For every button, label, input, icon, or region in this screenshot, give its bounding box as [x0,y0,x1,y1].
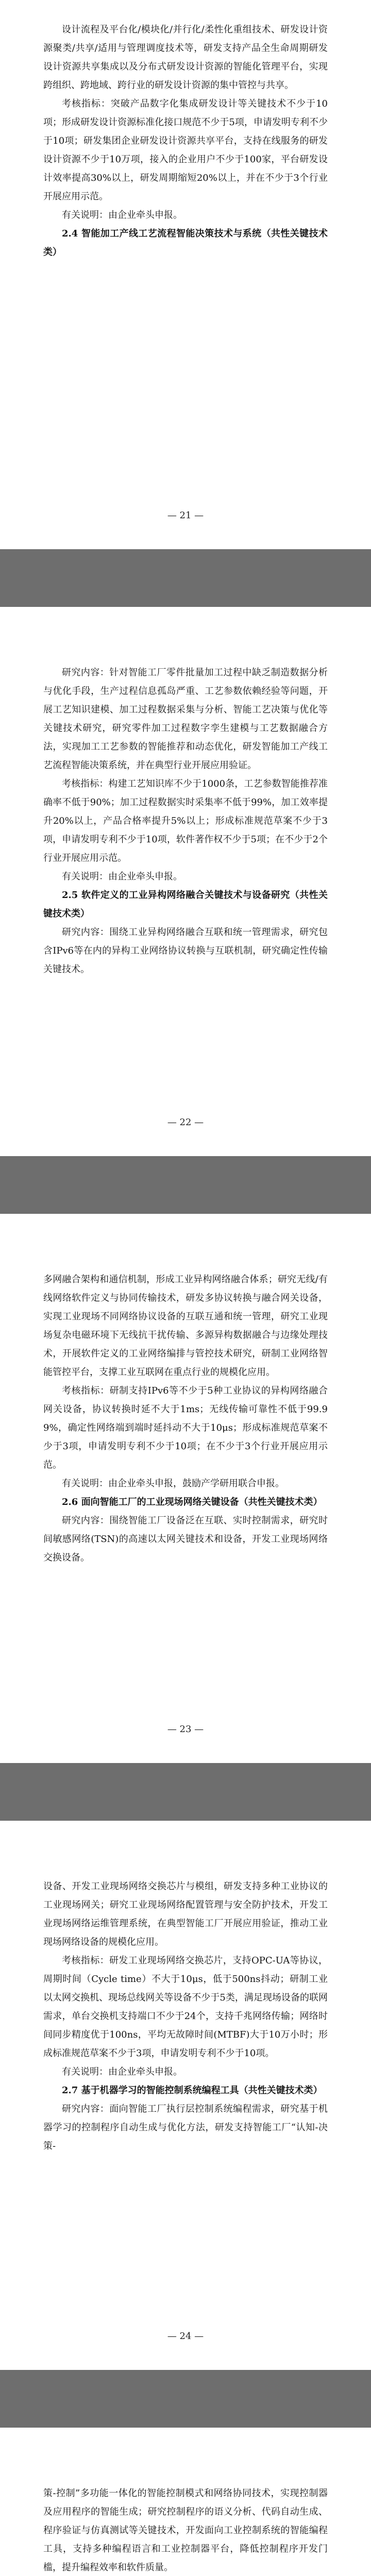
paragraph: 研究内容：面向智能工厂执行层控制系统编程需求，研究基于机器学习的控制程序自动生成与优化方法，研发支持智能工厂“认知-决策- [43,2104,328,2151]
document-page [0,607,371,1156]
paragraph: 有关说明：由企业牵头申报。 [62,2066,182,2077]
document-page [0,0,371,549]
paragraph: 策-控制”多功能一体化的智能控制模式和网络协同技术，实现控制器及应用程序的智能生成；研究控制程序的语义分析、代码自动生成、程序验证与仿真测试等关键技术，开发面向工业控制系统的智能编程工具，支持多种编程语言和工业控制器平台，降低控制程序开发门槛，提升编程效率和软件质量。 [43,2488,328,2573]
page-number: — 24 — [167,2331,204,2342]
paragraph: 考核指标：研制支持IPv6等不少于5种工业协议的异构网络融合网关设备，协议转换时延不大于1ms；无线传输可靠性不低于99.99%，确定性网络端到端时延抖动不大于10μs；形成标准规范草案不少于3项，申请发明专利不少于10项；在不少于3个行业开展应用示范。 [43,1385,328,1470]
paragraph: 研究内容：围绕智能工厂设备泛在互联、实时控制需求，研究时间敏感网络(TSN)的高速以太网关键技术和设备，开发工业现场网络交换设备。 [43,1515,328,1563]
page-number: — 21 — [167,510,204,521]
document-page [0,1821,371,2370]
paragraph: 有关说明：由企业牵头申报。 [62,210,182,221]
document-page [0,1214,371,1763]
page-number: — 22 — [167,1117,204,1128]
paragraph: 有关说明：由企业牵头申报，鼓励产学研用联合申报。 [62,1478,284,1489]
paragraph: 有关说明：由企业牵头申报。 [62,871,182,882]
paragraph: 设备、开发工业现场网络交换芯片与模组，研发支持多种工业协议的工业现场网关；研究工业现场网络配置管理与安全防护技术，开发工业现场网络运维管理系统，在典型智能工厂开展应用验证，推动工业现场网络设备的规模化应用。 [43,1881,328,1947]
paragraph: 考核指标：构建工艺知识库不少于1000条，工艺参数智能推荐准确率不低于90%；加工过程数据实时采集率不低于99%，加工效率提升20%以上，产品合格率提升5%以上；形成标准规范草案不少于3项，申请发明专利不少于10项，软件著作权不少于5项；在不少于2个行业开展应用示范。 [43,778,328,863]
section-heading: 2.7 基于机器学习的智能控制系统编程工具（共性关键技术类） [62,2085,323,2096]
paragraph: 考核指标：研发工业现场网络交换芯片，支持OPC-UA等协议，周期时间（Cycle time）不大于10μs，低于500ns抖动；研制工业以太网交换机、现场总线网关等设备不少于5类，满足现场设备的联网需求，单台交换机支持端口不少于24个，支持千兆网络传输；网络时间同步精度优于100ns，平均无故障时间(MTBF)大于10万小时；形成标准规范草案不少于3项，申请发明专利不少于10项。 [43,1955,328,2059]
section-heading: 2.4 智能加工产线工艺流程智能决策技术与系统（共性关键技术类） [43,228,328,258]
paragraph: 研究内容：针对智能工厂零件批量加工过程中缺乏制造数据分析与优化手段，生产过程信息孤岛严重、工艺参数依赖经验等问题，开展工艺知识建模、加工过程数据采集与分析、智能工艺决策与优化等关键技术研究，研究零件加工过程数字孪生建模与工艺数据融合方法，实现加工工艺参数的智能推荐和动态优化，研发智能加工产线工艺流程智能决策系统，并在典型行业开展应用验证。 [43,667,328,771]
document-page [0,2428,371,2576]
section-heading: 2.5 软件定义的工业异构网络融合关键技术与设备研究（共性关键技术类） [43,890,328,919]
paragraph: 研究内容：围绕工业异构网络融合互联和统一管理需求，研究包含IPv6等在内的异构工业网络协议转换与互联机制，研究确定性传输关键技术。 [43,927,328,975]
section-heading: 2.6 面向智能工厂的工业现场网络关键设备（共性关键技术类） [62,1497,323,1507]
page-number: — 23 — [167,1724,204,1735]
paragraph: 设计流程及平台化/模块化/并行化/柔性化重组技术、研发设计资源聚类/共享/适用与管理调度技术等，研发支持产品全生命周期研发设计资源共享集成以及分布式研发设计资源的智能化管理平台，实现跨组织、跨地域、跨行业的研发设计资源的集中管控与共享。 [43,24,328,91]
paragraph: 多网融合架构和通信机制，形成工业异构网络融合体系；研究无线/有线网络软件定义与协同传输技术，研发多协议转换与融合网关设备，实现工业现场不同网络协议设备的互联互通和统一管理，研究工业现场复杂电磁环境下无线抗干扰传输、多源异构数据融合与边缘处理技术，开展软件定义的工业网络编排与管控技术研究，研制工业网络智能管控平台，支撑工业互联网在重点行业的规模化应用。 [43,1274,328,1378]
paragraph: 考核指标：突破产品数字化集成研发设计等关键技术不少于10项；形成研发设计资源标准化接口规范不少于5项，申请发明专利不少于10项；研发集团企业研发设计资源共享平台，支持在线服务的研发设计资源不少于10万项，接入的企业用户不少于100家，平台研发设计效率提高30%以上，研发周期缩短20%以上，并在不少于3个行业开展应用示范。 [43,98,328,202]
